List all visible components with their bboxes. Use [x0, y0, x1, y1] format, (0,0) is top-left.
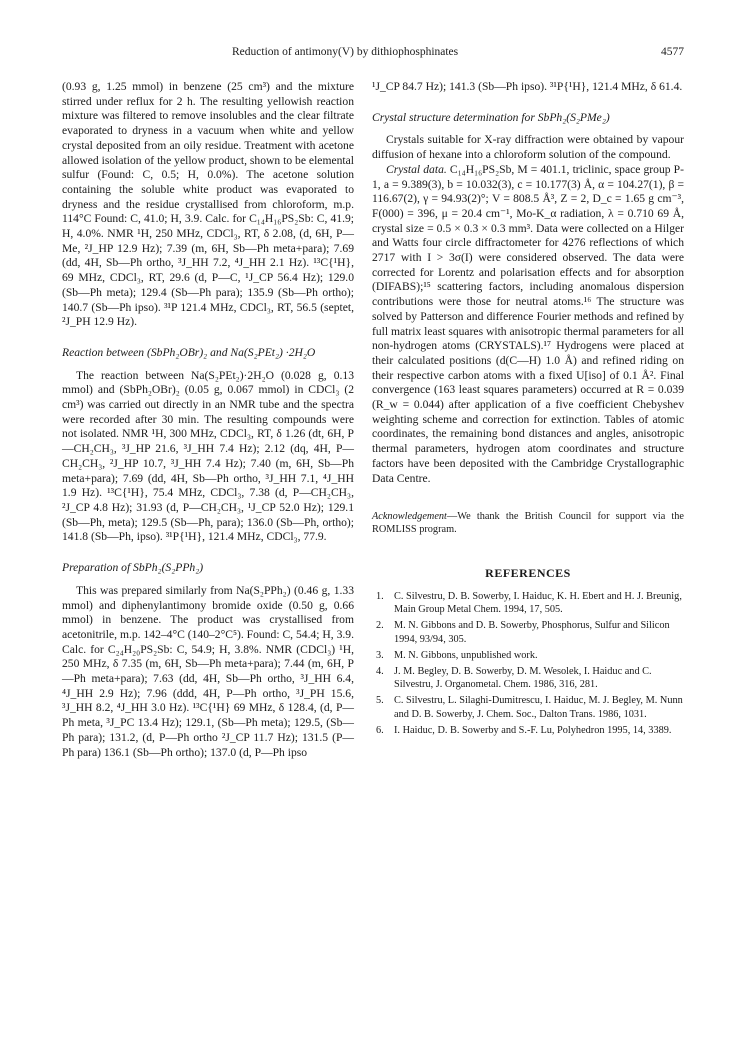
reference-item [372, 665, 684, 691]
reference-item [372, 694, 684, 720]
experimental-paragraph-3: This was prepared similarly from Na(S₂PPh₂) (0.46 g, 1.33 mmol) and diphenylantimony bromide oxide (0.50 g, 0.66 mmol) in benzene. The product was crystallised from acetonitrile, m.p. 142–4°C (140–2°C⁵). Found: C, 54.4; H, 3.9. Calc. for C₂₄H₂₀PS₂Sb: C, 54.9; H, 3.8%. NMR (CDCl₃) ¹H, 250 MHz, δ 7.35 (m, 6H, Sb—Ph meta+para); 7.44 (m, 6H, P—Ph meta+para); 7.63 (dd, 4H, Sb—Ph ortho, ³J_HH 6.4, ⁴J_HH 2.9 Hz); 7.96 (ddd, 4H, P—Ph ortho, ³J_PH 15.6, ³J_HH 8.2, ⁴J_HH 3.0 Hz). ¹³C{¹H} 69 MHz, δ 128.4, (d, P—Ph meta, ³J_PC 13.4 Hz); 129.1, (Sb—Ph meta); 129.5, (Sb—Ph para); 131.2, (d, P—Ph ortho ²J_CP 11.7 Hz); 131.5 (P—Ph para) 136.1 (Sb—Ph ortho); 137.0 (d, P—Ph ipso [62, 583, 354, 759]
right-column [372, 80, 684, 740]
reference-text: C. Silvestru, D. B. Sowerby, I. Haiduc, K. H. Ebert and H. J. Breunig, Main Group Metal Chem. 1994, 17, 505. [394, 590, 682, 616]
crystal-paragraph-1: Crystals suitable for X-ray diffraction were obtained by vapour diffusion of hexane into a chloroform solution of the compound. [372, 133, 684, 162]
page-header [62, 46, 684, 62]
acknowledgement [372, 510, 684, 536]
reference-item [372, 724, 684, 737]
reference-number: 5. [376, 695, 384, 707]
reference-list [372, 590, 684, 737]
section-heading-reaction: Reaction between (SbPh₂OBr)₂ and Na(S₂PEt₂) ·2H₂O [62, 345, 316, 359]
reference-text: J. M. Begley, D. B. Sowerby, D. M. Wesolek, I. Haiduc and C. Silvestru, J. Organometal. Chem. 1986, 316, 281. [394, 666, 652, 691]
crystal-data-paragraph [372, 163, 684, 486]
crystal-data-text: C₁₄H₁₆PS₂Sb, M = 401.1, triclinic, space group P-1, a = 9.389(3), b = 10.032(3), c = 10.177(3) Å, α = 104.27(1), β = 116.67(2), γ = 94.93(2)°; V = 808.5 Å³, Z = 2, D_c = 1.65 g cm⁻³, F(000) = 396, μ = 20.4 cm⁻¹, Mo-K_α radiation, λ = 0.710 69 Å, crystal size = 0.5 × 0.3 × 0.3 mm³. Data were collected on a Hilger and Watts four circle diffractometer for 4276 reflections of which 2717 with I > 3σ(I) were considered observed. The data were corrected for Lorentz and polarisation effects and for absorption (DIFABS);¹⁵ scattering factors, including anomalous dispersion contributions were those for neutral atoms.¹⁶ The structure was solved by Patterson and difference Fourier methods and refined by full matrix least squares with anisotropic thermal parameters for all non-hydrogen atoms (CRYSTALS).¹⁷ Hydrogens were placed at their calculated positions (d(C—H) 1.0 Å) and refined riding on their respective carbon atoms with a fixed U[iso] of 0.1 Å². Final convergence (163 least squares parameters) occurred at R = 0.039 (R_w = 0.044) after application of a five coefficient Chebyshev weighting scheme and correction for extinction. Tables of atomic coordinates, the remaining bond distances and angles, anisotropic thermal parameters, hydrogen atom coordinates and structure factors have been deposited with the Cambridge Crystallographic Data Centre. [372, 162, 684, 485]
section-heading-preparation: Preparation of SbPh₂(S₂PPh₂) [62, 561, 204, 575]
reference-item [372, 619, 684, 645]
experimental-paragraph-continued: ¹J_CP 84.7 Hz); 141.3 (Sb—Ph ipso). ³¹P{¹H}, 121.4 MHz, δ 61.4. [372, 80, 683, 93]
references-heading: REFERENCES [485, 566, 571, 581]
reference-number: 3. [376, 649, 384, 661]
reference-number: 2. [376, 620, 384, 632]
section-heading-crystal-structure: Crystal structure determination for SbPh₂(S₂PMe₂) [372, 110, 610, 124]
acknowledgement-text: —We thank the British Council for support via the ROMLISS program. [372, 511, 684, 536]
crystal-data-lead: Crystal data. [386, 162, 447, 176]
reference-number: 4. [376, 666, 384, 677]
reference-text: M. N. Gibbons and D. B. Sowerby, Phosphorus, Sulfur and Silicon 1994, 93/94, 305. [394, 620, 670, 645]
page-number: 4577 [661, 46, 684, 58]
reference-item [372, 590, 684, 616]
experimental-paragraph-1: (0.93 g, 1.25 mmol) in benzene (25 cm³) and the mixture stirred under reflux for 2 h. The resulting yellowish reaction mixture was filtered to remove insolubles and the clear filtrate evaporated to dryness in a vacuum when white and yellow crystal deposited from an oily residue. Treatment with acetone allowed isolation of the yellow product, shown to be elemental sulfur (Found: C, 0.5; H, 0.0%). The acetone solution containing the soluble white product was evaporated to dryness and the residue crystallised from chloroform, m.p. 114°C Found: C, 41.0; H, 3.9. Calc. for C₁₄H₁₆PS₂Sb: C, 41.9; H, 4.0%. NMR ¹H, 250 MHz, CDCl₃, RT, δ 2.08, (d, 6H, P—Me, ²J_HP 12.9 Hz); 7.39 (m, 6H, Sb—Ph meta+para); 7.69 (dd, 4H, Sb—Ph ortho, ³J_HH 7.2, ⁴J_HH 2.1 Hz). ¹³C{¹H}, 69 MHz, CDCl₃, RT, 29.6 (d, P—C, ¹J_CP 56.4 Hz); 129.0 (Sb—Ph meta); 129.4 (Sb—Ph para); 135.9 (Sb—Ph ortho); 140.7 (Sb—Ph ipso). ³¹P 121.4 MHz, CDCl₃, RT, 56.5 (septet, ²J_PH 12.9 Hz). [62, 80, 354, 329]
reference-text: C. Silvestru, L. Silaghi-Dumitrescu, I. Haiduc, M. J. Begley, M. Nunn and D. B. Sowerby, J. Chem. Soc., Dalton Trans. 1986, 1031. [394, 695, 683, 720]
reference-text: M. N. Gibbons, unpublished work. [394, 649, 538, 661]
acknowledgement-lead: Acknowledgement [372, 511, 447, 523]
experimental-paragraph-2: The reaction between Na(S₂PEt₂)·2H₂O (0.028 g, 0.13 mmol) and (SbPh₂OBr)₂ (0.05 g, 0.067 mmol) in CDCl₃ (2 cm³) was carried out directly in an NMR tube and the spectra were recorded after 30 min. The resulting compounds were not isolated. NMR ¹H, 300 MHz, CDCl₃, RT, δ 1.26 (dt, 6H, P—CH₂CH₃, ³J_HP 21.6, ³J_HH 7.4 Hz); 2.12 (dq, 4H, P—CH₂CH₃, ²J_HP 10.7, ³J_HH 7.4 Hz); 7.40 (m, 6H, Sb—Ph meta+para); 7.69 (dd, 4H, Sb—Ph ortho, ³J_HH 7.1, ⁴J_HH 1.9 Hz). ¹³C{¹H}, 75.4 MHz, CDCl₃, 7.38 (d, P—CH₂CH₃, ²J_CP 4.8 Hz); 31.93 (d, P—CH₂CH₃, ¹J_CP 52.0 Hz); 129.1 (Sb—Ph, meta); 129.5 (Sb—Ph, para); 136.0 (Sb—Ph, ortho); 141.8 (Sb—Ph, ipso). ³¹P{¹H}, 121.4 MHz, CDCl₃, 77.9. [62, 368, 354, 544]
left-column [62, 80, 354, 760]
reference-text: I. Haiduc, D. B. Sowerby and S.-F. Lu, Polyhedron 1995, 14, 3389. [394, 724, 672, 736]
reference-item [372, 649, 684, 662]
reference-number: 6. [376, 724, 384, 736]
running-title: Reduction of antimony(V) by dithiophosphinates [232, 46, 459, 58]
reference-number: 1. [376, 590, 384, 602]
